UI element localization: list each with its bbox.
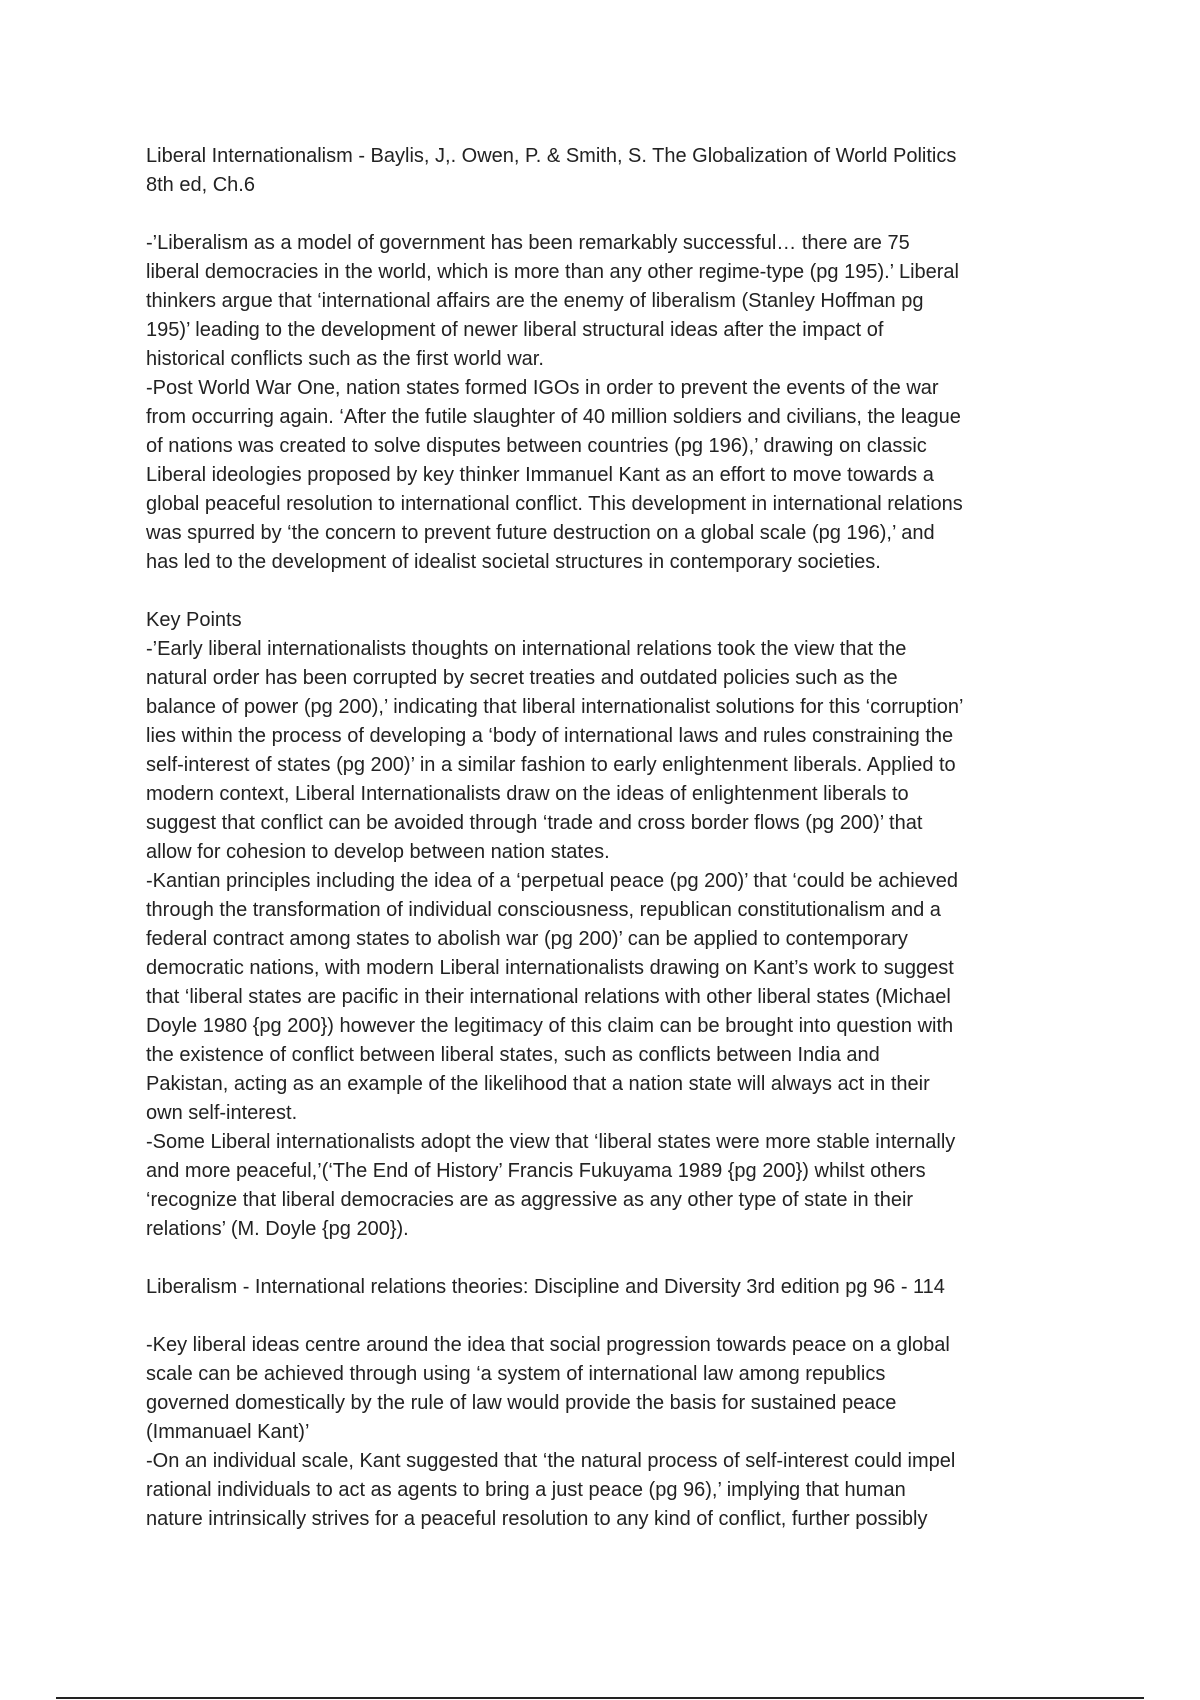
text-line: -Key liberal ideas centre around the idea that social progression towards peace on a global — [146, 1334, 950, 1356]
text-line: Liberal ideologies proposed by key thinker Immanuel Kant as an effort to move towards a — [146, 464, 934, 486]
text-line: that ‘liberal states are pacific in their international relations with other liberal states (Michael — [146, 986, 951, 1008]
text-line: scale can be achieved through using ‘a system of international law among republics — [146, 1363, 886, 1385]
paragraph — [146, 1331, 1066, 1447]
text-line: federal contract among states to abolish war (pg 200)’ can be applied to contemporary — [146, 928, 908, 950]
paragraph — [146, 1128, 1066, 1244]
paragraph — [146, 635, 1066, 867]
paragraph — [146, 1447, 1066, 1534]
blank-line — [146, 1302, 1066, 1331]
blank-line — [146, 1244, 1066, 1273]
text-line: through the transformation of individual consciousness, republican constitutionalism and a — [146, 899, 941, 921]
text-line: the existence of conflict between liberal states, such as conflicts between India and — [146, 1044, 880, 1066]
key-points-heading: Key Points — [146, 609, 242, 631]
text-line: rational individuals to act as agents to bring a just peace (pg 96),’ implying that human — [146, 1479, 906, 1501]
text-line: -Some Liberal internationalists adopt the view that ‘liberal states were more stable internally — [146, 1131, 956, 1153]
text-line: has led to the development of idealist societal structures in contemporary societies. — [146, 551, 881, 573]
paragraph — [146, 867, 1066, 1128]
text-line: balance of power (pg 200),’ indicating that liberal internationalist solutions for this ‘corruption’ — [146, 696, 964, 718]
section-heading-liberal-internationalism — [146, 142, 1066, 200]
text-line: natural order has been corrupted by secret treaties and outdated policies such as the — [146, 667, 898, 689]
text-line: allow for cohesion to develop between nation states. — [146, 841, 610, 863]
text-line: global peaceful resolution to international conflict. This development in international relations — [146, 493, 963, 515]
text-line: democratic nations, with modern Liberal internationalists drawing on Kant’s work to suggest — [146, 957, 954, 979]
text-line: -Post World War One, nation states formed IGOs in order to prevent the events of the war — [146, 377, 939, 399]
text-line: relations’ (M. Doyle {pg 200}). — [146, 1218, 409, 1240]
text-line: nature intrinsically strives for a peaceful resolution to any kind of conflict, further possibly — [146, 1508, 928, 1530]
paragraph — [146, 229, 1066, 374]
text-line: suggest that conflict can be avoided through ‘trade and cross border flows (pg 200)’ that — [146, 812, 923, 834]
text-line: 195)’ leading to the development of newer liberal structural ideas after the impact of — [146, 319, 884, 341]
blank-line — [146, 577, 1066, 606]
text-line: historical conflicts such as the first world war. — [146, 348, 544, 370]
text-line: thinkers argue that ‘international affairs are the enemy of liberalism (Stanley Hoffman pg — [146, 290, 924, 312]
text-line: -’Liberalism as a model of government has been remarkably successful… there are 75 — [146, 232, 910, 254]
paragraph — [146, 374, 1066, 577]
text-line: Pakistan, acting as an example of the likelihood that a nation state will always act in their — [146, 1073, 930, 1095]
text-line: (Immanuael Kant)’ — [146, 1421, 310, 1443]
text-line: of nations was created to solve disputes between countries (pg 196),’ drawing on classic — [146, 435, 927, 457]
text-line: from occurring again. ‘After the futile slaughter of 40 million soldiers and civilians, the league — [146, 406, 961, 428]
section-heading-liberalism: Liberalism - International relations theories: Discipline and Diversity 3rd edition pg 96 - 114 — [146, 1276, 945, 1298]
text-line: Doyle 1980 {pg 200}) however the legitimacy of this claim can be brought into question with — [146, 1015, 954, 1037]
text-line: -Kantian principles including the idea of a ‘perpetual peace (pg 200)’ that ‘could be achieved — [146, 870, 959, 892]
heading-line: Liberal Internationalism - Baylis, J,. Owen, P. & Smith, S. The Globalization of World Politics — [146, 145, 957, 167]
text-line: own self-interest. — [146, 1102, 298, 1124]
text-line: lies within the process of developing a ‘body of international laws and rules constraining the — [146, 725, 954, 747]
text-line: was spurred by ‘the concern to prevent future destruction on a global scale (pg 196),’ and — [146, 522, 935, 544]
text-line: -’Early liberal internationalists thoughts on international relations took the view that the — [146, 638, 907, 660]
text-line: governed domestically by the rule of law would provide the basis for sustained peace — [146, 1392, 897, 1414]
page-bottom-rule — [56, 1697, 1144, 1699]
document-page — [146, 142, 1066, 1534]
text-line: -On an individual scale, Kant suggested that ‘the natural process of self-interest could impel — [146, 1450, 956, 1472]
text-line: and more peaceful,’(‘The End of History’ Francis Fukuyama 1989 {pg 200}) whilst others — [146, 1160, 926, 1182]
text-line: modern context, Liberal Internationalists draw on the ideas of enlightenment liberals to — [146, 783, 909, 805]
text-line: ‘recognize that liberal democracies are as aggressive as any other type of state in their — [146, 1189, 914, 1211]
heading-line: 8th ed, Ch.6 — [146, 174, 255, 196]
blank-line — [146, 200, 1066, 229]
text-line: liberal democracies in the world, which is more than any other regime-type (pg 195).’ Liberal — [146, 261, 959, 283]
text-line: self-interest of states (pg 200)’ in a similar fashion to early enlightenment liberals. Applied to — [146, 754, 956, 776]
